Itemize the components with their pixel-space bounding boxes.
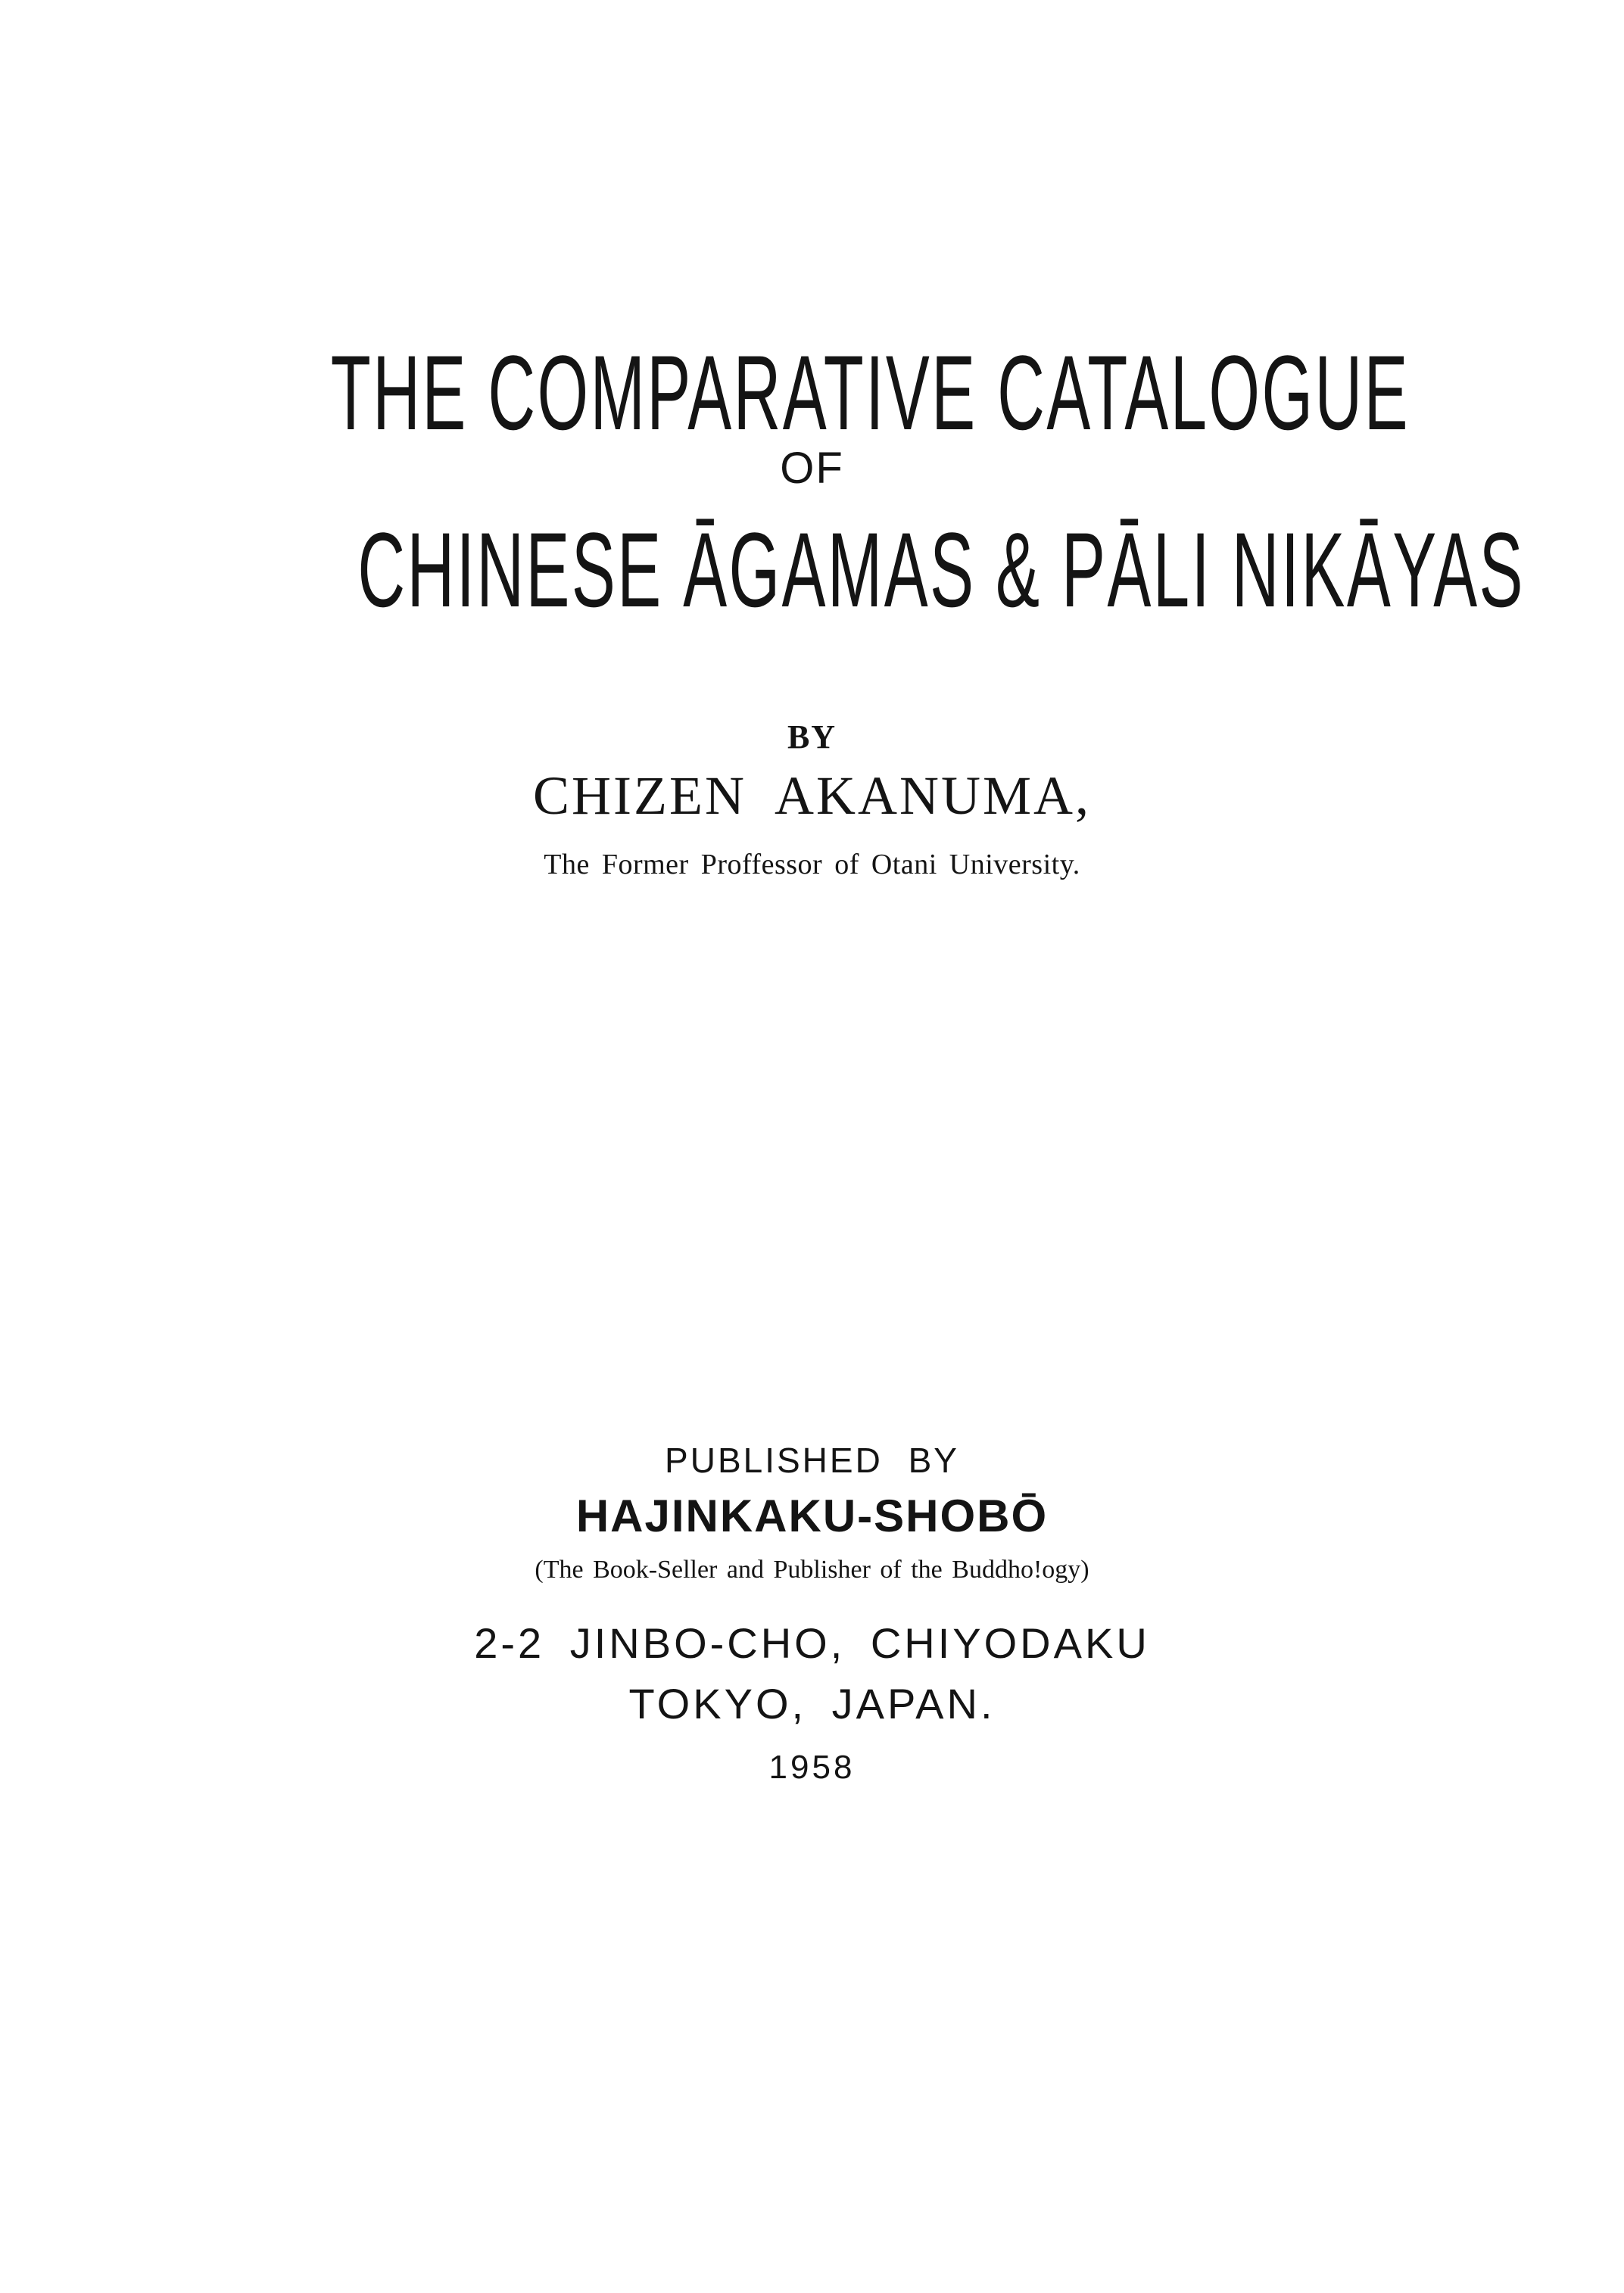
title-line-2: [0, 509, 1624, 631]
by-label: BY: [787, 718, 837, 756]
published-by-label: PUBLISHED BY: [665, 1441, 959, 1480]
publisher-description: (The Book-Seller and Publisher of the Buddho!ogy): [535, 1556, 1089, 1584]
publication-year: 1958: [768, 1749, 856, 1786]
publisher-name: HAJINKAKU-SHOBŌ: [575, 1491, 1049, 1541]
title-connector-of: OF: [780, 444, 844, 493]
title-line-1: [0, 332, 1624, 454]
author-affiliation: The Former Proffessor of Otani University.: [544, 849, 1080, 880]
publisher-address-line-1: 2-2 JINBO-CHO, CHIYODAKU: [474, 1619, 1150, 1667]
title-line-1-text: THE COMPARATIVE CATALOGUE: [330, 333, 1410, 452]
title-line-2-text: CHINESE ĀGAMAS & PĀLI NIKĀYAS: [357, 510, 1525, 629]
author-name: CHIZEN AKANUMA,: [533, 765, 1091, 826]
publisher-address-line-2: TOKYO, JAPAN.: [628, 1680, 996, 1728]
